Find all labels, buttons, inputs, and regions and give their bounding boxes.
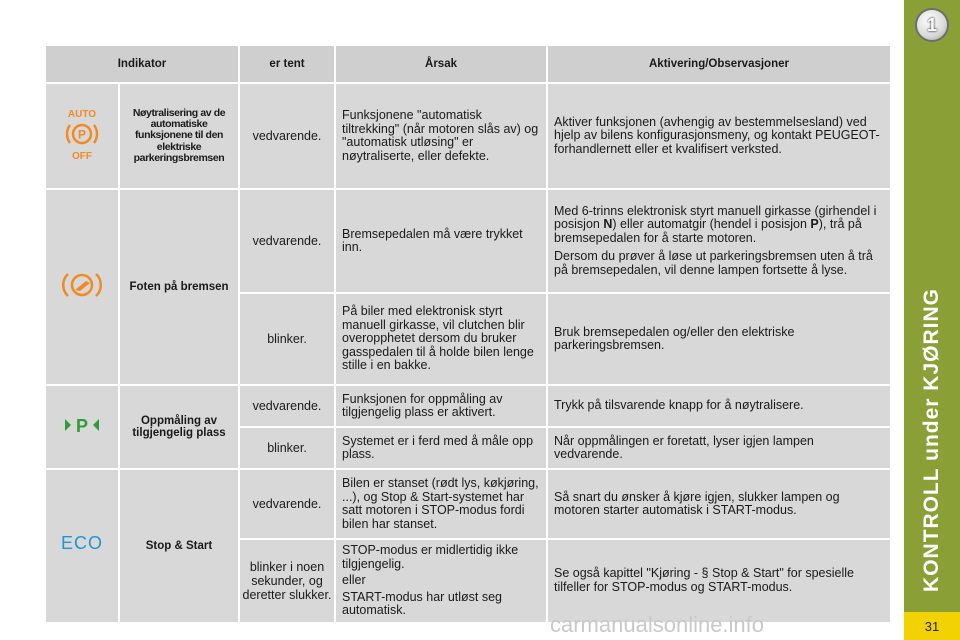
action-text: Bruk bremsepedalen og/eller den elektriske parkeringsbremsen.: [547, 293, 891, 385]
chapter-number: 1: [926, 14, 937, 35]
action-paragraph: [554, 205, 884, 246]
cause-text: Systemet er i ferd med å måle opp plass.: [335, 427, 547, 469]
action-text: Når oppmålingen er foretatt, lyser igjen lampen vedvarende.: [547, 427, 891, 469]
gear-position-p: P: [810, 217, 819, 232]
eco-label: ECO: [60, 533, 104, 554]
icon-cell: [45, 469, 119, 623]
lamp-state: vedvarende.: [239, 189, 335, 293]
lamp-state: blinker i noen sekunder, og deretter slukker.: [239, 539, 335, 623]
header-tent: er tent: [239, 45, 335, 83]
auto-p-off-icon: [62, 106, 102, 167]
cause-text: Funksjonen for oppmåling av tilgjengelig plass er aktivert.: [335, 385, 547, 427]
header-indicator: Indikator: [45, 45, 239, 83]
table-header-row: [45, 45, 891, 83]
table-row: [45, 385, 891, 427]
section-title: KONTROLL under KJØRING: [920, 288, 943, 592]
action-text-part: ), trå på bremsepedalen for å starte motoren.: [554, 217, 862, 245]
icon-cell: [45, 83, 119, 189]
table-row: [45, 83, 891, 189]
auto-label: AUTO: [67, 108, 97, 120]
action-paragraph: Dersom du prøver å løse ut parkeringsbremsen uten å trå på bremsepedalen, vil denne lampen fortsette å lyse.: [554, 249, 873, 277]
indicator-name: Stop & Start: [119, 469, 239, 623]
table-row: [45, 189, 891, 293]
parking-space-measurement-icon: [62, 413, 102, 442]
indicator-name: Oppmåling av tilgjengelig plass: [119, 385, 239, 469]
page-number: 31: [924, 618, 940, 634]
lamp-state: blinker.: [239, 427, 335, 469]
cause-text: Bilen er stanset (rødt lys, køkjøring, ...), og Stop & Start-systemet har satt motoren i STOP-modus fordi bilen har stanset.: [335, 469, 547, 539]
header-activation: Aktivering/Observasjoner: [547, 45, 891, 83]
action-text-part: Med 6-trinns elektronisk styrt manuell girkasse (girhendel i posisjon: [554, 203, 877, 232]
eco-icon: [56, 532, 108, 559]
chapter-badge: [915, 8, 949, 42]
lamp-state: vedvarende.: [239, 469, 335, 539]
indicator-name: Nøytralisering av de automatiske funksjonene til den elektriske parkeringsbremsen: [119, 83, 239, 189]
watermark: carmanualsonline.info: [550, 612, 765, 637]
cause-paragraph: STOP-modus er midlertidig ikke tilgjengelig.: [342, 543, 519, 571]
indicator-name: Foten på bremsen: [119, 189, 239, 385]
action-text: Aktiver funksjonen (avhengig av bestemmelsesland) ved hjelp av bilens konfigurasjonsmeny, og kontakt PEUGEOT-forhandlernett eller et kvalifisert verksted.: [547, 83, 891, 189]
gear-position-n: N: [603, 217, 613, 232]
icon-cell: [45, 385, 119, 469]
cause-text: Funksjonene "automatisk tiltrekking" (når motoren slås av) og "automatisk utløsing" er nøytraliserte, eller defekte.: [335, 83, 547, 189]
action-text-part: ) eller automatgir (hendel i posisjon: [612, 217, 811, 232]
icon-cell: [45, 189, 119, 385]
off-label: OFF: [72, 150, 92, 162]
action-text: Se også kapittel "Kjøring - § Stop & Start" for spesielle tilfeller for STOP-modus og START-modus.: [547, 539, 891, 623]
cause-paragraph: eller: [342, 573, 366, 587]
parking-letter: P: [75, 415, 89, 436]
cause-text: [335, 539, 547, 623]
svg-text:P: P: [77, 127, 87, 141]
lamp-state: blinker.: [239, 293, 335, 385]
action-text: [547, 189, 891, 293]
cause-text: Bremsepedalen må være trykket inn.: [335, 189, 547, 293]
cause-paragraph: START-modus har utløst seg automatisk.: [342, 589, 503, 617]
cause-text: På biler med elektronisk styrt manuell girkasse, vil clutchen blir overopphetet dersom du bruker gasspedalen til å holde bilen lenge stille i en bakke.: [335, 293, 547, 385]
action-text: Så snart du ønsker å kjøre igjen, slukker lampen og motoren starter automatisk i START-modus.: [547, 469, 891, 539]
warning-lamp-table: [44, 44, 892, 624]
foot-on-brake-icon: [62, 270, 102, 305]
action-text: Trykk på tilsvarende knapp for å nøytralisere.: [547, 385, 891, 427]
header-cause: Årsak: [335, 45, 547, 83]
table-row: [45, 469, 891, 539]
lamp-state: vedvarende.: [239, 385, 335, 427]
lamp-state: vedvarende.: [239, 83, 335, 189]
